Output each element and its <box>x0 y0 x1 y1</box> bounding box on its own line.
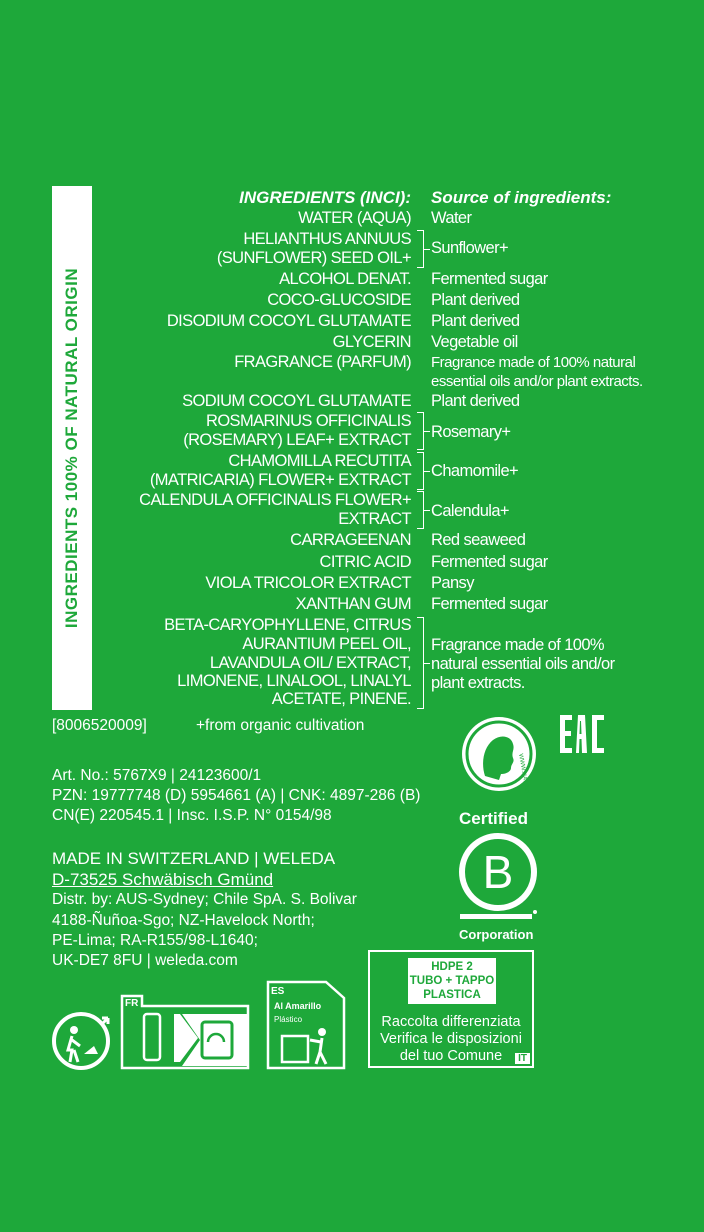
bracket <box>417 491 424 529</box>
eac-mark-icon <box>558 713 606 760</box>
bracket <box>417 412 424 450</box>
hdpe-line: PLASTICA <box>423 989 481 1001</box>
ingredient-source: Rosemary+ <box>431 423 511 441</box>
ingredient-source: Fermented sugar <box>431 553 548 571</box>
distributor-line: UK-DE7 8FU | weleda.com <box>52 952 238 969</box>
svg-text:B: B <box>482 846 514 898</box>
ingredient-source: Calendula+ <box>431 502 509 520</box>
made-in: MADE IN SWITZERLAND | WELEDA <box>52 849 336 868</box>
ingredient-source: natural essential oils and/or <box>431 655 615 673</box>
ingredient-source: Fermented sugar <box>431 595 548 613</box>
triman-fr-icon <box>120 994 252 1075</box>
ingredient-name: HELIANTHUS ANNUUS <box>243 230 411 248</box>
ingredient-source: Plant derived <box>431 291 520 309</box>
ingredient-name: VIOLA TRICOLOR EXTRACT <box>205 574 411 592</box>
instruction-line: Raccolta differenziata <box>381 1014 521 1030</box>
recycling-person-icon <box>50 1010 112 1077</box>
article-number: Art. No.: 5767X9 | 24123600/1 <box>52 767 262 784</box>
svg-text:FR: FR <box>125 998 139 1009</box>
distributor-line: PE-Lima; RA-R155/98-L1640; <box>52 932 258 949</box>
ingredient-source: Sunflower+ <box>431 239 509 257</box>
ingredient-name: BETA-CARYOPHYLLENE, CITRUS <box>164 616 411 634</box>
ingredient-name: DISODIUM COCOYL GLUTAMATE <box>166 312 411 330</box>
ingredient-name: GLYCERIN <box>332 333 411 351</box>
ingredient-name: (SUNFLOWER) SEED OIL+ <box>216 249 411 267</box>
ingredient-name: SODIUM COCOYL GLUTAMATE <box>182 392 411 410</box>
ingredient-name: LIMONENE, LINALOOL, LINALYL <box>177 672 411 690</box>
ingredient-name: ACETATE, PINENE. <box>271 690 411 708</box>
instruction-line: del tuo Comune <box>399 1048 503 1064</box>
ingredient-name: XANTHAN GUM <box>295 595 411 613</box>
bracket <box>417 452 424 490</box>
ingredient-name: LAVANDULA OIL/ EXTRACT, <box>209 654 411 672</box>
ingredient-name: AURANTIUM PEEL OIL, <box>242 635 411 653</box>
ingredient-name: FRAGRANCE (PARFUM) <box>234 353 411 371</box>
ingredient-name: EXTRACT <box>338 510 411 528</box>
ingredient-name: WATER (AQUA) <box>298 209 411 227</box>
pzn-line: PZN: 19777748 (D) 5954661 (A) | CNK: 4897-286 (B) <box>52 787 421 804</box>
ingredient-source: Water <box>431 209 472 227</box>
natural-origin-banner <box>52 186 92 710</box>
ingredient-name: CARRAGEENAN <box>290 531 411 549</box>
ingredient-name: ROSMARINUS OFFICINALIS <box>206 412 411 430</box>
italy-flag-label: IT <box>515 1053 530 1064</box>
source-header: Source of ingredients: <box>431 188 612 207</box>
bcorp-certified-label: Certified <box>459 809 528 828</box>
ingredient-name: CALENDULA OFFICINALIS FLOWER+ <box>139 491 411 509</box>
svg-text:Al Amarillo: Al Amarillo <box>274 1001 322 1011</box>
address: D-73525 Schwäbisch Gmünd <box>52 870 274 889</box>
ingredient-source: Chamomile+ <box>431 462 519 480</box>
ingredient-source: Fragrance made of 100% <box>431 636 604 654</box>
ingredient-name: ALCOHOL DENAT. <box>279 270 411 288</box>
hdpe-label <box>408 958 496 1004</box>
ingredient-source: essential oils and/or plant extracts. <box>431 373 643 390</box>
ingredient-name: CITRIC ACID <box>319 553 411 571</box>
natural-origin-label: INGREDIENTS 100% OF NATURAL ORIGIN <box>62 267 81 629</box>
ingredient-source: Red seaweed <box>431 531 526 549</box>
recycling-instructions <box>370 1014 532 1065</box>
ingredient-source: Fermented sugar <box>431 270 548 288</box>
hdpe-line: TUBO + TAPPO <box>409 975 495 987</box>
ingredient-name: CHAMOMILLA RECUTITA <box>228 452 411 470</box>
ingredient-source: Pansy <box>431 574 474 592</box>
natrue-logo-icon <box>459 714 539 799</box>
ingredient-name: (MATRICARIA) FLOWER+ EXTRACT <box>149 471 411 489</box>
distributor-line: 4188-Ñuñoa-Sgo; NZ-Havelock North; <box>52 912 315 929</box>
svg-text:ES: ES <box>271 986 285 997</box>
es-recycle-bin-icon <box>266 980 346 1075</box>
distributor-line: Distr. by: AUS-Sydney; Chile SpA. S. Bolivar <box>52 891 357 908</box>
ingredient-source: plant extracts. <box>431 674 525 692</box>
product-code: [8006520009] <box>52 717 147 734</box>
svg-text:WWW.NATRUE.ORG: WWW.NATRUE.ORG <box>517 753 533 794</box>
ingredients-header: INGREDIENTS (INCI): <box>239 188 411 207</box>
bracket <box>417 617 424 709</box>
ingredient-source: Fragrance made of 100% natural <box>431 354 636 371</box>
bracket <box>417 230 424 268</box>
bcorp-logo-icon <box>459 832 537 927</box>
instruction-line: Verifica le disposizioni <box>380 1031 522 1047</box>
hdpe-line: HDPE 2 <box>431 961 473 973</box>
italy-recycling-box <box>368 950 534 1068</box>
ingredient-name: (ROSEMARY) LEAF+ EXTRACT <box>183 431 411 449</box>
organic-note: +from organic cultivation <box>196 717 365 734</box>
ingredient-source: Vegetable oil <box>431 333 518 351</box>
bcorp-corporation-label: Corporation <box>459 927 534 942</box>
svg-text:Plástico: Plástico <box>274 1015 303 1024</box>
registration-line: CN(E) 220545.1 | Insc. I.S.P. N° 0154/98 <box>52 807 332 824</box>
ingredient-name: COCO-GLUCOSIDE <box>267 291 411 309</box>
ingredient-source: Plant derived <box>431 392 520 410</box>
ingredient-source: Plant derived <box>431 312 520 330</box>
